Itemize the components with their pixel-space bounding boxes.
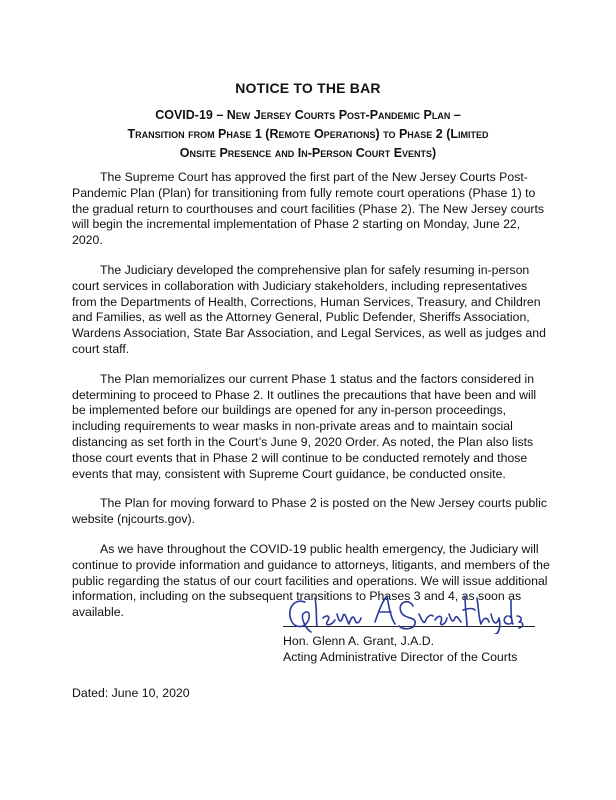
document-body — [72, 170, 550, 635]
signature-block — [283, 588, 543, 665]
paragraph-precautions: The Plan memorializes our current Phase 1 status and the factors considered in determining to proceed to Phase 2. It outlines the precautions that have been and will be implemented before our buildings are opened for any in-person proceedings, including requirements to wear masks in non-private areas and to maintain social distancing as set forth in the Court’s June 9, 2020 Order. As noted, the Plan also lists those court events that in Phase 2 will continue to be conducted remotely and those events that may, consistent with Supreme Court guidance, be conducted onsite. — [72, 371, 537, 481]
title-line-2: Transition from Phase 1 (Remote Operations) to Phase 2 (Limited — [127, 127, 489, 141]
title-line-3: Onsite Presence and In-Person Court Events) — [179, 146, 437, 160]
document-title — [40, 106, 576, 163]
signatory-title: Acting Administrative Director of the Courts — [283, 650, 518, 664]
paragraph-collaboration: The Judiciary developed the comprehensive plan for safely resuming in-person court services in collaboration with Judiciary stakeholders, including representatives from the Departments of Health, Corrections, Human Services, Treasury, and Children and Families, as well as the Attorney General, Public Defender, Sheriffs Association, Wardens Association, State Bar Association, and Legal Services, as well as judges and court staff. — [72, 262, 546, 356]
signature-line — [283, 626, 535, 627]
paragraph-guidance: As we have throughout the COVID-19 public health emergency, the Judiciary will continue to provide information and guidance to attorneys, litigants, and members of the public regarding the status of our court facilities and operations. We will issue additional information, including on the subsequent transitions to Phases 3 and 4, as soon as available. — [72, 541, 550, 620]
handwritten-signature — [283, 588, 533, 634]
title-line-1: COVID-19 – New Jersey Courts Post-Pandemic Plan – — [155, 108, 461, 122]
paragraph-approval: The Supreme Court has approved the first part of the New Jersey Courts Post-Pandemic Plan (Plan) for transitioning from fully remote court operations (Phase 1) to the gradual return to courthouses and court facilities (Phase 2). The New Jersey courts will begin the incremental implementation of Phase 2 starting on Monday, June 22, 2020. — [72, 170, 545, 248]
signatory-name: Hon. Glenn A. Grant, J.A.D. — [283, 634, 435, 648]
paragraph-website: The Plan for moving forward to Phase 2 is posted on the New Jersey courts public website (njcourts.gov). — [72, 496, 548, 527]
dated-line: Dated: June 10, 2020 — [72, 686, 190, 700]
notice-heading: NOTICE TO THE BAR — [235, 80, 381, 96]
